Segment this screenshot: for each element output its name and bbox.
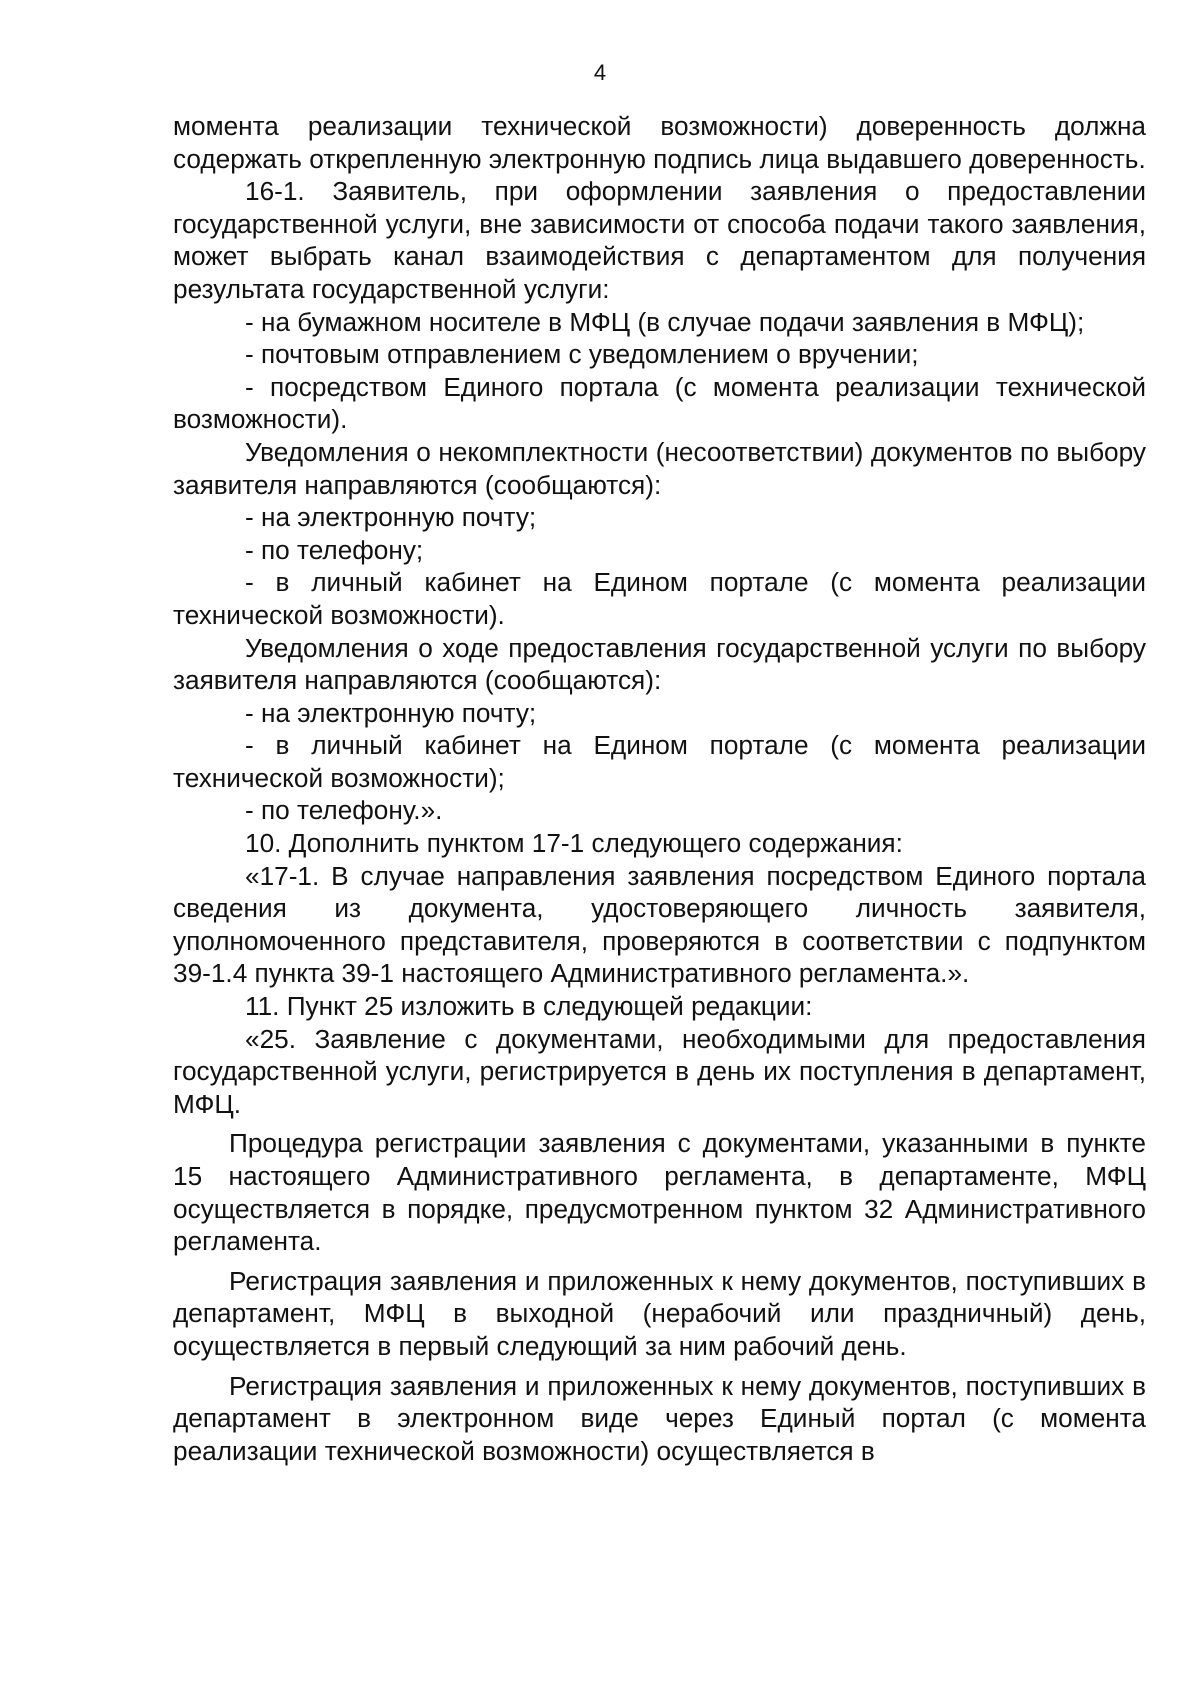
list-item: - посредством Единого портала (с момента реализации технической возможности). xyxy=(173,371,1146,435)
paragraph: Уведомления о некомплектности (несоответствии) документов по выбору заявителя направляются (сообщаются): xyxy=(173,436,1146,500)
list-item: - на электронную почту; xyxy=(245,502,537,533)
list-item: - в личный кабинет на Едином портале (с момента реализации технической возможности). xyxy=(173,567,1146,630)
list-item: - почтовым отправлением с уведомлением о вручении; xyxy=(245,339,919,370)
paragraph: «17-1. В случае направления заявления посредством Единого портала сведения из документа, удостоверяющего личность заявителя, уполномоченного представителя, проверяются в соответствии с подпунктом 39-1.4 пункта 39-1 настоящего Административного регламента.». xyxy=(173,860,1146,989)
list-item: - по телефону.». xyxy=(245,795,443,826)
list-item: - в личный кабинет на Едином портале (с момента реализации технической возможности); xyxy=(173,730,1146,793)
paragraph: Регистрация заявления и приложенных к нему документов, поступивших в департамент, МФЦ в выходной (нерабочий или праздничный) день, осуществляется в первый следующий за ним рабочий день. xyxy=(173,1265,1146,1361)
paragraph: 16-1. Заявитель, при оформлении заявления о предоставлении государственной услуги, вне зависимости от способа подачи такого заявления, может выбрать канал взаимодействия с департаментом для получения результата государственной услуги: xyxy=(173,176,1146,304)
paragraph: 10. Дополнить пунктом 17-1 следующего содержания: xyxy=(245,828,903,859)
paragraph: момента реализации технической возможности) доверенность должна содержать открепленную электронную подпись лица выдавшего доверенность. xyxy=(173,111,1146,174)
paragraph: Регистрация заявления и приложенных к нему документов, поступивших в департамент в электронном виде через Единый портал (с момента реализации технической возможности) осуществляется в xyxy=(173,1370,1146,1466)
paragraph: Уведомления о ходе предоставления государственной услуги по выбору заявителя направляются (сообщаются): xyxy=(173,632,1146,696)
page-number: 4 xyxy=(593,60,607,85)
document-body xyxy=(173,110,1146,1467)
paragraph: 11. Пункт 25 изложить в следующей редакции: xyxy=(245,991,813,1022)
paragraph: «25. Заявление с документами, необходимыми для предоставления государственной услуги, регистрируется в день их поступления в департамент, МФЦ. xyxy=(173,1023,1146,1119)
list-item: - по телефону; xyxy=(245,534,424,565)
list-item: - на электронную почту; xyxy=(245,697,537,728)
list-item: - на бумажном носителе в МФЦ (в случае подачи заявления в МФЦ); xyxy=(245,306,1085,337)
paragraph: Процедура регистрации заявления с документами, указанными в пункте 15 настоящего Административного регламента, в департаменте, МФЦ осуществляется в порядке, предусмотренном пунктом 32 Административного регламента. xyxy=(173,1128,1146,1257)
